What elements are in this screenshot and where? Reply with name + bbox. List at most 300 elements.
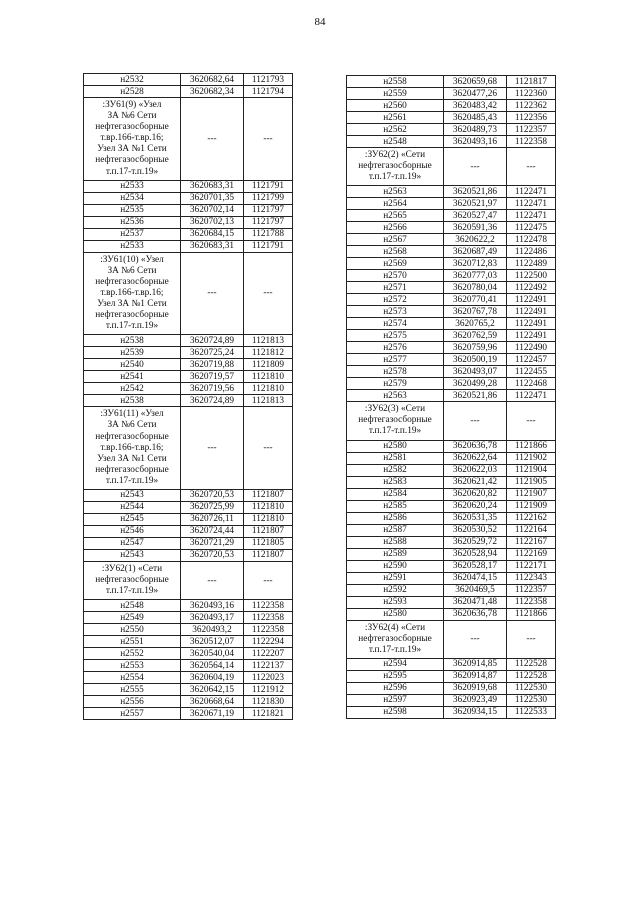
coordinate-x: 3620620,82 <box>444 488 507 500</box>
table-row <box>84 696 293 708</box>
section-title <box>347 148 444 186</box>
point-label: н2592 <box>347 584 444 596</box>
table-row <box>347 354 556 366</box>
point-label: н2537 <box>84 228 181 240</box>
coordinate-x: 3620529,72 <box>444 536 507 548</box>
table-row <box>347 294 556 306</box>
coordinate-x: 3620512,07 <box>181 636 244 648</box>
coordinate-x: 3620659,68 <box>444 76 507 88</box>
section-title-line: т.п.17-т.п.19» <box>105 586 159 597</box>
coordinate-x: 3620725,99 <box>181 501 244 513</box>
coordinate-y-placeholder: --- <box>507 620 556 658</box>
table-row <box>347 464 556 476</box>
coordinate-y: 1122171 <box>507 560 556 572</box>
coordinate-x: 3620477,26 <box>444 88 507 100</box>
coordinate-y: 1122356 <box>507 112 556 124</box>
table-row <box>84 537 293 549</box>
section-title-line: нефтегазосборные <box>95 276 169 287</box>
table-row <box>347 186 556 198</box>
coordinate-y: 1121902 <box>507 452 556 464</box>
section-header-row <box>347 620 556 658</box>
table-row <box>84 549 293 561</box>
table-row <box>84 240 293 252</box>
coordinate-x: 3620684,15 <box>181 228 244 240</box>
coordinate-x: 3620759,96 <box>444 342 507 354</box>
point-label: н2535 <box>84 204 181 216</box>
coordinates-table-right <box>346 75 556 719</box>
section-title-line: т.п.17-т.п.19» <box>368 426 422 437</box>
coordinate-x: 3620622,03 <box>444 464 507 476</box>
table-row <box>84 216 293 228</box>
point-label: н2583 <box>347 476 444 488</box>
coordinates-table-body <box>347 76 556 719</box>
point-label: н2580 <box>347 608 444 620</box>
coordinate-y: 1122162 <box>507 512 556 524</box>
coordinate-y-placeholder: --- <box>244 561 293 599</box>
coordinate-y: 1121830 <box>244 696 293 708</box>
coordinate-y-placeholder: --- <box>507 148 556 186</box>
coordinate-x: 3620474,15 <box>444 572 507 584</box>
table-row <box>84 335 293 347</box>
coordinate-x: 3620724,89 <box>181 395 244 407</box>
coordinate-x: 3620721,29 <box>181 537 244 549</box>
coordinate-x: 3620719,56 <box>181 383 244 395</box>
table-row <box>347 524 556 536</box>
coordinate-x: 3620591,36 <box>444 222 507 234</box>
coordinate-x: 3620724,44 <box>181 525 244 537</box>
section-title <box>347 620 444 658</box>
section-title-line: нефтегазосборные <box>358 161 432 172</box>
coordinate-y: 1121807 <box>244 549 293 561</box>
table-row <box>347 366 556 378</box>
section-title-line: нефтегазосборные <box>95 575 169 586</box>
point-label: н2569 <box>347 258 444 270</box>
coordinate-x: 3620493,17 <box>181 612 244 624</box>
coordinate-y: 1122164 <box>507 524 556 536</box>
point-label: н2581 <box>347 452 444 464</box>
section-title-line: нефтегазосборные <box>95 431 169 442</box>
point-label: н2551 <box>84 636 181 648</box>
section-title-line: :ЗУ62(4) «Сети <box>364 622 426 633</box>
point-label: н2570 <box>347 270 444 282</box>
coordinate-x: 3620521,97 <box>444 198 507 210</box>
coordinate-y: 1122137 <box>244 660 293 672</box>
table-row <box>347 500 556 512</box>
table-row <box>84 359 293 371</box>
point-label: н2554 <box>84 672 181 684</box>
coordinate-y: 1121905 <box>507 476 556 488</box>
coordinate-y: 1122528 <box>507 658 556 670</box>
coordinate-x: 3620702,13 <box>181 216 244 228</box>
coordinate-y: 1121797 <box>244 204 293 216</box>
coordinate-x: 3620712,83 <box>444 258 507 270</box>
point-label: н2557 <box>84 708 181 720</box>
coordinate-x: 3620621,42 <box>444 476 507 488</box>
table-row <box>347 548 556 560</box>
point-label: н2542 <box>84 383 181 395</box>
table-row <box>347 536 556 548</box>
table-row <box>84 395 293 407</box>
coordinate-x: 3620683,31 <box>181 180 244 192</box>
coordinate-y: 1122471 <box>507 210 556 222</box>
section-title-line: т.п.17-т.п.19» <box>368 172 422 183</box>
section-title <box>84 252 181 335</box>
coordinate-y: 1121812 <box>244 347 293 359</box>
section-title-line: нефтегазосборные <box>95 155 169 166</box>
point-label: н2538 <box>84 395 181 407</box>
coordinate-y: 1122357 <box>507 124 556 136</box>
point-label: н2548 <box>84 600 181 612</box>
table-row <box>84 204 293 216</box>
coordinate-x: 3620770,41 <box>444 294 507 306</box>
section-header-row <box>84 252 293 335</box>
table-row <box>84 600 293 612</box>
table-row <box>347 198 556 210</box>
point-label: н2536 <box>84 216 181 228</box>
table-row <box>347 682 556 694</box>
point-label: н2556 <box>84 696 181 708</box>
table-row <box>84 708 293 720</box>
section-title-line: т.вр.166-т.вр.16; <box>100 442 164 453</box>
table-row <box>347 124 556 136</box>
coordinate-x: 3620682,64 <box>181 74 244 86</box>
coordinate-y: 1122530 <box>507 682 556 694</box>
section-title-line: т.вр.166-т.вр.16; <box>100 133 164 144</box>
point-label: н2575 <box>347 330 444 342</box>
coordinate-x: 3620469,5 <box>444 584 507 596</box>
section-header-row <box>84 98 293 181</box>
coordinate-y-placeholder: --- <box>244 252 293 335</box>
point-label: н2573 <box>347 306 444 318</box>
coordinate-x: 3620914,85 <box>444 658 507 670</box>
coordinate-y: 1121813 <box>244 395 293 407</box>
coordinate-x-placeholder: --- <box>181 252 244 335</box>
coordinate-y: 1122455 <box>507 366 556 378</box>
coordinate-x: 3620493,2 <box>181 624 244 636</box>
coordinate-x: 3620485,43 <box>444 112 507 124</box>
table-row <box>347 282 556 294</box>
point-label: н2566 <box>347 222 444 234</box>
coordinate-y-placeholder: --- <box>244 98 293 181</box>
coordinate-y: 1121813 <box>244 335 293 347</box>
point-label: н2563 <box>347 186 444 198</box>
coordinate-y: 1121807 <box>244 525 293 537</box>
table-row <box>347 670 556 682</box>
coordinate-x: 3620530,52 <box>444 524 507 536</box>
point-label: н2589 <box>347 548 444 560</box>
table-row <box>84 636 293 648</box>
table-row <box>84 489 293 501</box>
section-title-line: ЗА №6 Сети <box>107 265 157 276</box>
table-row <box>347 342 556 354</box>
coordinate-y: 1122343 <box>507 572 556 584</box>
coordinate-y: 1121810 <box>244 371 293 383</box>
coordinate-x: 3620720,53 <box>181 489 244 501</box>
coordinate-y: 1121909 <box>507 500 556 512</box>
point-label: н2593 <box>347 596 444 608</box>
coordinate-x: 3620702,14 <box>181 204 244 216</box>
point-label: н2543 <box>84 549 181 561</box>
point-label: н2552 <box>84 648 181 660</box>
section-title-line: :ЗУ61(10) «Узел <box>100 254 164 265</box>
point-label: н2559 <box>347 88 444 100</box>
section-title <box>347 402 444 440</box>
coordinate-y: 1122457 <box>507 354 556 366</box>
point-label: н2553 <box>84 660 181 672</box>
table-row <box>347 306 556 318</box>
table-row <box>347 88 556 100</box>
coordinate-x-placeholder: --- <box>181 98 244 181</box>
point-label: н2562 <box>347 124 444 136</box>
table-row <box>84 383 293 395</box>
section-title-line: т.п.17-т.п.19» <box>105 321 159 332</box>
coordinate-y: 1121866 <box>507 440 556 452</box>
point-label: н2558 <box>347 76 444 88</box>
section-title-line: :ЗУ61(9) «Узел <box>102 100 162 110</box>
point-label: н2586 <box>347 512 444 524</box>
coordinate-y: 1121794 <box>244 86 293 98</box>
coordinate-x-placeholder: --- <box>181 407 244 490</box>
point-label: н2574 <box>347 318 444 330</box>
point-label: н2597 <box>347 694 444 706</box>
point-label: н2563 <box>347 390 444 402</box>
coordinate-x: 3620493,07 <box>444 366 507 378</box>
table-row <box>84 74 293 86</box>
section-title-line: т.п.17-т.п.19» <box>105 166 159 177</box>
section-title-line: нефтегазосборные <box>95 122 169 133</box>
table-row <box>84 501 293 513</box>
coordinate-y: 1122471 <box>507 198 556 210</box>
coordinate-y: 1122169 <box>507 548 556 560</box>
coordinate-x: 3620687,49 <box>444 246 507 258</box>
coordinate-y: 1122486 <box>507 246 556 258</box>
coordinate-x: 3620622,64 <box>444 452 507 464</box>
coordinate-y: 1122471 <box>507 390 556 402</box>
coordinate-y: 1121817 <box>507 76 556 88</box>
coordinate-y: 1121799 <box>244 192 293 204</box>
point-label: н2538 <box>84 335 181 347</box>
coordinate-x: 3620919,68 <box>444 682 507 694</box>
section-title-line: нефтегазосборные <box>95 310 169 321</box>
table-row <box>347 136 556 148</box>
coordinate-x: 3620521,86 <box>444 390 507 402</box>
table-row <box>347 476 556 488</box>
coordinate-x: 3620636,78 <box>444 440 507 452</box>
point-label: н2590 <box>347 560 444 572</box>
page-number: 84 <box>314 16 326 28</box>
table-row <box>84 672 293 684</box>
coordinate-y: 1122471 <box>507 186 556 198</box>
table-row <box>347 210 556 222</box>
coordinate-y: 1122360 <box>507 88 556 100</box>
point-label: н2580 <box>347 440 444 452</box>
point-label: н2572 <box>347 294 444 306</box>
coordinate-x: 3620540,04 <box>181 648 244 660</box>
coordinate-x: 3620724,89 <box>181 335 244 347</box>
coordinate-y: 1122475 <box>507 222 556 234</box>
coordinate-x: 3620531,35 <box>444 512 507 524</box>
coordinate-y: 1121807 <box>244 489 293 501</box>
section-header-row <box>347 402 556 440</box>
coordinate-y: 1121907 <box>507 488 556 500</box>
coordinate-x: 3620471,48 <box>444 596 507 608</box>
section-title-line: ЗА №6 Сети <box>107 111 157 122</box>
coordinate-y: 1122489 <box>507 258 556 270</box>
coordinate-x: 3620725,24 <box>181 347 244 359</box>
point-label: н2541 <box>84 371 181 383</box>
table-row <box>347 234 556 246</box>
coordinate-x: 3620499,28 <box>444 378 507 390</box>
coordinate-y: 1121810 <box>244 383 293 395</box>
point-label: н2579 <box>347 378 444 390</box>
coordinate-x: 3620671,19 <box>181 708 244 720</box>
point-label: н2578 <box>347 366 444 378</box>
point-label: н2595 <box>347 670 444 682</box>
point-label: н2594 <box>347 658 444 670</box>
coordinate-y: 1121805 <box>244 537 293 549</box>
coordinate-y: 1122358 <box>507 136 556 148</box>
point-label: н2533 <box>84 240 181 252</box>
table-row <box>84 347 293 359</box>
table-row <box>84 525 293 537</box>
coordinate-x: 3620493,16 <box>444 136 507 148</box>
coordinate-y: 1122358 <box>244 612 293 624</box>
table-row <box>84 180 293 192</box>
coordinate-y: 1122023 <box>244 672 293 684</box>
coordinate-x: 3620642,15 <box>181 684 244 696</box>
section-title <box>84 561 181 599</box>
coordinate-y: 1121821 <box>244 708 293 720</box>
point-label: н2598 <box>347 706 444 718</box>
coordinate-x: 3620720,53 <box>181 549 244 561</box>
section-title-line: ЗА №6 Сети <box>107 420 157 431</box>
table-row <box>347 584 556 596</box>
table-row <box>347 258 556 270</box>
coordinate-y: 1121793 <box>244 74 293 86</box>
coordinate-y: 1122491 <box>507 318 556 330</box>
point-label: н2582 <box>347 464 444 476</box>
section-title-line: нефтегазосборные <box>358 415 432 426</box>
coordinates-table-body <box>84 74 293 720</box>
coordinate-x: 3620682,34 <box>181 86 244 98</box>
table-row <box>347 608 556 620</box>
coordinate-y: 1122490 <box>507 342 556 354</box>
coordinate-y: 1121810 <box>244 501 293 513</box>
point-label: н2543 <box>84 489 181 501</box>
table-row <box>347 658 556 670</box>
point-label: н2540 <box>84 359 181 371</box>
point-label: н2528 <box>84 86 181 98</box>
table-row <box>347 706 556 718</box>
coordinate-y: 1122491 <box>507 294 556 306</box>
coordinate-x: 3620934,15 <box>444 706 507 718</box>
coordinate-x: 3620636,78 <box>444 608 507 620</box>
point-label: н2532 <box>84 74 181 86</box>
coordinate-x: 3620483,42 <box>444 100 507 112</box>
coordinates-table-left <box>83 73 293 720</box>
table-row <box>347 112 556 124</box>
point-label: н2565 <box>347 210 444 222</box>
coordinate-x: 3620622,2 <box>444 234 507 246</box>
table-row <box>347 330 556 342</box>
point-label: н2555 <box>84 684 181 696</box>
coordinate-x: 3620726,11 <box>181 513 244 525</box>
coordinate-x-placeholder: --- <box>444 148 507 186</box>
table-row <box>347 694 556 706</box>
table-row <box>347 488 556 500</box>
coordinate-y: 1121809 <box>244 359 293 371</box>
coordinate-x: 3620923,49 <box>444 694 507 706</box>
coordinate-x-placeholder: --- <box>181 561 244 599</box>
coordinate-y: 1122491 <box>507 306 556 318</box>
point-label: н2545 <box>84 513 181 525</box>
section-title-line: :ЗУ62(3) «Сети <box>364 404 426 415</box>
coordinate-y: 1122491 <box>507 330 556 342</box>
table-row <box>84 648 293 660</box>
table-row <box>347 318 556 330</box>
table-row <box>347 512 556 524</box>
coordinate-x: 3620767,78 <box>444 306 507 318</box>
coordinate-x: 3620493,16 <box>181 600 244 612</box>
coordinate-y: 1122492 <box>507 282 556 294</box>
table-row <box>84 371 293 383</box>
coordinate-y: 1122207 <box>244 648 293 660</box>
table-row <box>84 612 293 624</box>
section-title-line: Узел ЗА №1 Сети <box>97 299 167 310</box>
coordinate-y: 1122358 <box>244 624 293 636</box>
point-label: н2588 <box>347 536 444 548</box>
section-title <box>84 98 181 181</box>
point-label: н2544 <box>84 501 181 513</box>
section-title-line: т.п.17-т.п.19» <box>105 475 159 486</box>
coordinate-x: 3620528,17 <box>444 560 507 572</box>
section-header-row <box>84 407 293 490</box>
coordinate-x: 3620668,64 <box>181 696 244 708</box>
point-label: н2548 <box>347 136 444 148</box>
coordinate-x: 3620620,24 <box>444 500 507 512</box>
coordinate-y: 1121788 <box>244 228 293 240</box>
table-row <box>347 76 556 88</box>
coordinate-y: 1122500 <box>507 270 556 282</box>
coordinate-x: 3620701,35 <box>181 192 244 204</box>
table-row <box>347 390 556 402</box>
table-row <box>347 246 556 258</box>
coordinate-x: 3620914,87 <box>444 670 507 682</box>
table-row <box>347 440 556 452</box>
section-title-line: :ЗУ61(11) «Узел <box>100 409 164 420</box>
point-label: н2596 <box>347 682 444 694</box>
section-header-row <box>84 561 293 599</box>
table-row <box>347 596 556 608</box>
table-row <box>84 228 293 240</box>
table-row <box>347 100 556 112</box>
coordinate-x: 3620719,57 <box>181 371 244 383</box>
point-label: н2539 <box>84 347 181 359</box>
table-row <box>84 684 293 696</box>
coordinate-x: 3620489,73 <box>444 124 507 136</box>
coordinate-y: 1121810 <box>244 513 293 525</box>
section-title-line: :ЗУ62(2) «Сети <box>364 150 426 160</box>
point-label: н2561 <box>347 112 444 124</box>
section-title-line: нефтегазосборные <box>95 464 169 475</box>
coordinate-x-placeholder: --- <box>444 402 507 440</box>
point-label: н2533 <box>84 180 181 192</box>
coordinate-y: 1122167 <box>507 536 556 548</box>
coordinate-x-placeholder: --- <box>444 620 507 658</box>
coordinate-x: 3620762,59 <box>444 330 507 342</box>
coordinate-y: 1121791 <box>244 180 293 192</box>
section-title-line: нефтегазосборные <box>358 633 432 644</box>
